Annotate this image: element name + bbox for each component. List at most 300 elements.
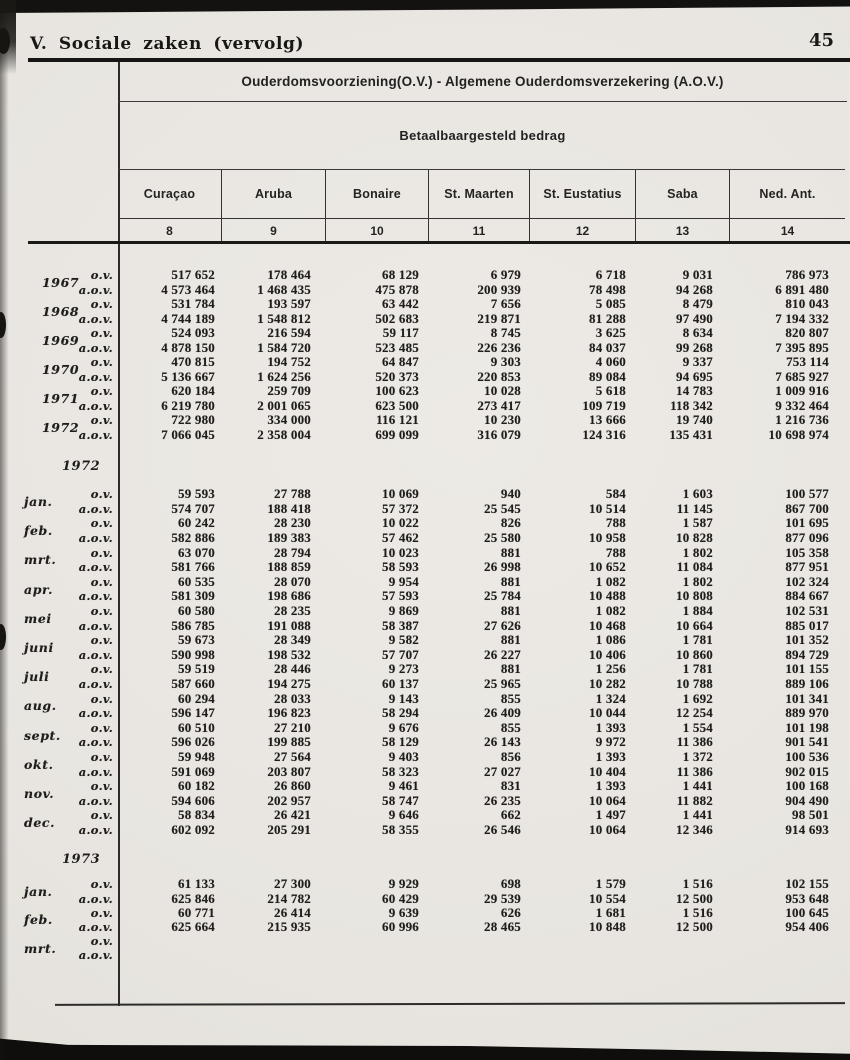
column-number: 8: [166, 224, 173, 238]
value-cell: 109 719: [582, 397, 626, 413]
value-cell: 10 652: [589, 559, 626, 575]
value-cell: 581 309: [171, 588, 215, 604]
value-cell: 102 155: [785, 876, 829, 892]
period-label: 1970: [42, 362, 80, 377]
value-cell: 1 516: [682, 904, 713, 920]
column-number: 14: [780, 224, 795, 238]
value-cell: 273 417: [477, 397, 521, 413]
row-type-label: o.v.: [90, 326, 113, 341]
value-cell: 10 808: [676, 588, 713, 604]
period-label: dec.: [24, 815, 56, 831]
value-cell: 60 294: [178, 690, 215, 706]
value-cell: 124 316: [582, 426, 626, 442]
column-label: St. Eustatius: [530, 170, 635, 219]
column-label: Saba: [636, 170, 729, 219]
value-cell: 596 147: [171, 705, 215, 721]
value-cell: 26 409: [484, 705, 521, 721]
column-label: Ned. Ant.: [730, 170, 845, 219]
value-cell: 215 935: [267, 918, 311, 934]
period-group: [22, 297, 845, 326]
value-cell: 60 535: [178, 573, 215, 589]
value-cell: 820 807: [785, 325, 829, 341]
value-cell: 100 536: [785, 748, 829, 764]
row-type-label: o.v.: [90, 662, 113, 677]
value-cell: 6 979: [490, 267, 521, 283]
value-cell: 4 573 464: [161, 281, 215, 297]
value-cell: 27 027: [484, 763, 521, 779]
value-cell: 1 681: [595, 904, 626, 920]
value-cell: 100 623: [375, 383, 419, 399]
value-cell: 786 973: [785, 267, 829, 283]
value-cell: 58 355: [382, 821, 419, 837]
value-cell: 99 268: [676, 339, 713, 355]
value-cell: 102 531: [785, 603, 829, 619]
row-type-label: a.o.v.: [78, 706, 113, 721]
value-cell: 1 884: [682, 603, 713, 619]
value-cell: 28 794: [274, 544, 311, 560]
period-label: juli: [24, 669, 50, 685]
column-number: 10: [370, 224, 384, 238]
period-group: [22, 575, 845, 604]
column-header: [118, 170, 222, 244]
value-cell: 889 106: [785, 676, 829, 692]
period-label: okt.: [24, 756, 54, 772]
period-group: [22, 326, 845, 355]
row-type-label: o.v.: [90, 545, 113, 560]
value-cell: 28 033: [274, 690, 311, 706]
value-cell: 889 970: [785, 705, 829, 721]
row-type-label: o.v.: [90, 808, 113, 823]
row-type-label: o.v.: [90, 877, 113, 892]
value-cell: 6 891 480: [775, 281, 829, 297]
column-label: Curaçao: [118, 170, 221, 219]
value-cell: 10 488: [589, 588, 626, 604]
value-cell: 954 406: [785, 918, 829, 934]
value-cell: 58 129: [382, 734, 419, 750]
value-cell: 581 766: [171, 559, 215, 575]
value-cell: 60 429: [382, 890, 419, 906]
value-cell: 101 155: [785, 661, 829, 677]
value-cell: 316 079: [477, 426, 521, 442]
value-cell: [118, 934, 222, 948]
value-cell: 1 216 736: [775, 412, 829, 428]
value-cell: 826: [500, 515, 521, 531]
value-cell: 198 532: [267, 646, 311, 662]
row-type-label: o.v.: [90, 633, 113, 648]
value-cell: 27 564: [274, 748, 311, 764]
value-cell: 94 695: [676, 368, 713, 384]
value-cell: 25 965: [484, 676, 521, 692]
value-cell: 11 386: [676, 763, 713, 779]
value-cell: 26 860: [274, 778, 311, 794]
value-cell: 202 957: [267, 792, 311, 808]
period-label: apr.: [24, 581, 54, 597]
value-cell: 1 554: [682, 719, 713, 735]
period-label: mei: [24, 610, 52, 626]
value-cell: 3 625: [595, 325, 626, 341]
value-cell: 902 015: [785, 763, 829, 779]
value-cell: 594 606: [171, 792, 215, 808]
value-cell: [222, 934, 326, 948]
value-cell: 698: [500, 876, 521, 892]
value-cell: 26 143: [484, 734, 521, 750]
row-type-label: o.v.: [90, 516, 113, 531]
value-cell: 9 676: [388, 719, 419, 735]
value-cell: 884 667: [785, 588, 829, 604]
value-cell: 9 929: [388, 876, 419, 892]
value-cell: 9 332 464: [775, 397, 829, 413]
column-number: 11: [472, 224, 486, 238]
value-cell: 60 580: [178, 603, 215, 619]
table-body: [22, 252, 845, 962]
value-cell: 904 490: [785, 792, 829, 808]
period-group: [22, 779, 845, 808]
period-group: [22, 750, 845, 779]
row-type-label: a.o.v.: [78, 735, 113, 750]
row-type-label: a.o.v.: [78, 282, 113, 297]
row-type-label: o.v.: [90, 355, 113, 370]
value-cell: 620 184: [171, 383, 215, 399]
column-header: [636, 170, 730, 244]
value-cell: [636, 948, 730, 962]
value-cell: 517 652: [171, 267, 215, 283]
value-cell: 102 324: [785, 573, 829, 589]
year-heading: 1973: [62, 852, 101, 868]
value-cell: 881: [500, 661, 521, 677]
value-cell: 259 709: [267, 383, 311, 399]
value-cell: 602 092: [171, 821, 215, 837]
value-cell: 26 414: [274, 904, 311, 920]
value-cell: 10 044: [589, 705, 626, 721]
value-cell: 877 951: [785, 559, 829, 575]
value-cell: 7 685 927: [775, 368, 829, 384]
value-cell: 64 847: [382, 354, 419, 370]
value-cell: 10 698 974: [768, 426, 829, 442]
value-cell: 9 143: [388, 690, 419, 706]
value-cell: 188 418: [267, 500, 311, 516]
column-header: [530, 170, 636, 244]
value-cell: 1 009 916: [775, 383, 829, 399]
value-cell: [429, 948, 530, 962]
value-cell: 9 273: [388, 661, 419, 677]
value-cell: 116 121: [376, 412, 419, 428]
value-cell: 10 069: [382, 486, 419, 502]
value-cell: 470 815: [171, 354, 215, 370]
value-cell: 1 082: [595, 603, 626, 619]
value-cell: 582 886: [171, 530, 215, 546]
column-header: [730, 170, 845, 244]
value-cell: 226 236: [477, 339, 521, 355]
value-cell: 9 582: [388, 632, 419, 648]
value-cell: 10 848: [589, 918, 626, 934]
value-cell: 1 548 812: [257, 310, 311, 326]
value-cell: 101 352: [785, 632, 829, 648]
value-cell: 61 133: [178, 876, 215, 892]
value-cell: 1 468 435: [257, 281, 311, 297]
value-cell: 78 498: [589, 281, 626, 297]
row-type-label: o.v.: [90, 691, 113, 706]
value-cell: 10 860: [676, 646, 713, 662]
value-cell: 574 707: [171, 500, 215, 516]
value-cell: 881: [500, 632, 521, 648]
value-cell: 940: [500, 486, 521, 502]
row-type-label: a.o.v.: [78, 369, 113, 384]
row-type-label: a.o.v.: [78, 948, 113, 963]
value-cell: 855: [500, 690, 521, 706]
value-cell: 203 807: [267, 763, 311, 779]
value-cell: 58 294: [382, 705, 419, 721]
value-cell: 881: [500, 603, 521, 619]
value-cell: 98 501: [792, 807, 829, 823]
value-cell: 193 597: [267, 296, 311, 312]
value-cell: 60 137: [382, 676, 419, 692]
value-cell: 58 593: [382, 559, 419, 575]
value-cell: 59 673: [178, 632, 215, 648]
value-cell: 59 948: [178, 748, 215, 764]
period-label: jan.: [24, 494, 53, 510]
period-label: sept.: [24, 727, 61, 743]
value-cell: 27 210: [274, 719, 311, 735]
column-label: St. Maarten: [429, 170, 529, 219]
period-group: [22, 487, 845, 516]
period-label: 1969: [42, 333, 80, 348]
period-group: [22, 516, 845, 545]
table-section: [22, 877, 845, 962]
value-cell: 596 026: [171, 734, 215, 750]
value-cell: 584: [605, 486, 626, 502]
period-group: [22, 413, 845, 442]
row-type-label: a.o.v.: [78, 919, 113, 934]
value-cell: 25 784: [484, 588, 521, 604]
value-cell: 7 656: [490, 296, 521, 312]
value-cell: 5 618: [595, 383, 626, 399]
value-cell: 216 594: [267, 325, 311, 341]
value-cell: 788: [605, 515, 626, 531]
page-number: 45: [808, 30, 834, 51]
value-cell: 4 878 150: [161, 339, 215, 355]
value-cell: 591 069: [171, 763, 215, 779]
value-cell: 178 464: [267, 267, 311, 283]
value-cell: 58 834: [178, 807, 215, 823]
value-cell: 625 664: [171, 918, 215, 934]
value-cell: 101 341: [785, 690, 829, 706]
row-type-label: a.o.v.: [78, 764, 113, 779]
value-cell: 1 082: [595, 573, 626, 589]
table-title: Ouderdomsvoorziening(O.V.) - Algemene Ouderdomsverzekering (A.O.V.): [241, 74, 724, 89]
value-cell: 10 514: [589, 500, 626, 516]
value-cell: 28 235: [274, 603, 311, 619]
value-cell: 189 383: [267, 530, 311, 546]
header-bottom-rule: [28, 241, 850, 244]
period-label: feb.: [24, 912, 53, 928]
period-group: [22, 545, 845, 574]
value-cell: 8 479: [682, 296, 713, 312]
value-cell: 60 182: [178, 778, 215, 794]
row-type-label: o.v.: [90, 779, 113, 794]
period-group: [22, 268, 845, 297]
value-cell: 196 823: [267, 705, 311, 721]
value-cell: [222, 948, 326, 962]
value-cell: 2 358 004: [257, 426, 311, 442]
value-cell: 10 828: [676, 530, 713, 546]
value-cell: [636, 934, 730, 948]
value-cell: 12 254: [676, 705, 713, 721]
value-cell: 1 497: [595, 807, 626, 823]
value-cell: 89 084: [589, 368, 626, 384]
value-cell: 219 871: [477, 310, 521, 326]
value-cell: 194 275: [267, 676, 311, 692]
value-cell: 118 342: [670, 397, 713, 413]
row-type-label: a.o.v.: [78, 589, 113, 604]
value-cell: 58 747: [382, 792, 419, 808]
period-label: juni: [24, 640, 54, 656]
value-cell: 1 579: [595, 876, 626, 892]
column-number: 9: [270, 224, 277, 238]
value-cell: 722 980: [171, 412, 215, 428]
column-header: [326, 170, 429, 244]
section-title: V. Sociale zaken (vervolg): [30, 34, 305, 54]
value-cell: 9 461: [388, 778, 419, 794]
value-cell: 63 070: [178, 544, 215, 560]
period-label: mrt.: [24, 940, 57, 956]
value-cell: 586 785: [171, 617, 215, 633]
row-type-label: a.o.v.: [78, 891, 113, 906]
period-group: [22, 906, 845, 934]
value-cell: 9 337: [682, 354, 713, 370]
value-cell: 7 395 895: [775, 339, 829, 355]
value-cell: 105 358: [785, 544, 829, 560]
row-type-label: a.o.v.: [78, 340, 113, 355]
value-cell: 11 145: [676, 500, 713, 516]
value-cell: 4 744 189: [161, 310, 215, 326]
value-cell: 59 593: [178, 486, 215, 502]
value-cell: [530, 948, 636, 962]
row-type-label: o.v.: [90, 749, 113, 764]
period-group: [22, 604, 845, 633]
value-cell: 753 114: [786, 354, 829, 370]
value-cell: 1 441: [682, 807, 713, 823]
table-section: [22, 268, 845, 442]
value-cell: 6 219 780: [161, 397, 215, 413]
value-cell: [730, 934, 845, 948]
row-type-label: o.v.: [90, 297, 113, 312]
table-subtitle: Betaalbaargesteld bedrag: [399, 128, 566, 143]
value-cell: 191 088: [267, 617, 311, 633]
period-label: 1967: [42, 275, 80, 290]
value-cell: 1 781: [682, 632, 713, 648]
column-header: [222, 170, 326, 244]
value-cell: 199 885: [267, 734, 311, 750]
value-cell: 94 268: [676, 281, 713, 297]
value-cell: 894 729: [785, 646, 829, 662]
value-cell: [326, 934, 429, 948]
bottom-rule: [55, 1002, 845, 1006]
value-cell: 662: [500, 807, 521, 823]
value-cell: 9 972: [595, 734, 626, 750]
period-label: feb.: [24, 523, 53, 539]
value-cell: 531 784: [171, 296, 215, 312]
value-cell: 27 788: [274, 486, 311, 502]
value-cell: 60 996: [382, 918, 419, 934]
period-label: 1968: [42, 304, 80, 319]
value-cell: 60 242: [178, 515, 215, 531]
column-header: [429, 170, 530, 244]
period-label: 1972: [42, 420, 80, 435]
value-cell: 13 666: [589, 412, 626, 428]
column-label: Aruba: [222, 170, 325, 219]
value-cell: 101 695: [785, 515, 829, 531]
value-cell: 877 096: [785, 530, 829, 546]
value-cell: 1 692: [682, 690, 713, 706]
value-cell: 831: [500, 778, 521, 794]
value-cell: 1 802: [682, 544, 713, 560]
value-cell: 855: [500, 719, 521, 735]
value-cell: 10 022: [382, 515, 419, 531]
period-group: [22, 662, 845, 691]
row-type-label: a.o.v.: [78, 618, 113, 633]
row-type-label: a.o.v.: [78, 311, 113, 326]
row-type-label: a.o.v.: [78, 427, 113, 442]
value-cell: 26 998: [484, 559, 521, 575]
value-cell: 59 117: [382, 325, 419, 341]
value-cell: 100 645: [785, 904, 829, 920]
value-cell: 11 882: [676, 792, 713, 808]
value-cell: 58 323: [382, 763, 419, 779]
value-cell: 57 707: [382, 646, 419, 662]
value-cell: 63 442: [382, 296, 419, 312]
value-cell: [530, 934, 636, 948]
column-number: 12: [575, 224, 590, 238]
value-cell: 788: [605, 544, 626, 560]
value-cell: 5 136 667: [161, 368, 215, 384]
period-group: [22, 877, 845, 905]
value-cell: 7 066 045: [161, 426, 215, 442]
value-cell: 194 752: [267, 354, 311, 370]
value-cell: 9 639: [388, 904, 419, 920]
value-cell: 11 084: [676, 559, 713, 575]
value-cell: 9 646: [388, 807, 419, 823]
row-type-label: o.v.: [90, 268, 113, 283]
value-cell: 25 580: [484, 530, 521, 546]
value-cell: 1 393: [595, 719, 626, 735]
value-cell: 10 028: [484, 383, 521, 399]
value-cell: 12 500: [676, 918, 713, 934]
value-cell: 26 227: [484, 646, 521, 662]
value-cell: 60 510: [178, 719, 215, 735]
value-cell: 10 023: [382, 544, 419, 560]
value-cell: 68 129: [382, 267, 419, 283]
value-cell: 914 693: [785, 821, 829, 837]
row-type-label: a.o.v.: [78, 647, 113, 662]
value-cell: 334 000: [267, 412, 311, 428]
value-cell: 9 403: [388, 748, 419, 764]
value-cell: 520 373: [375, 368, 419, 384]
value-cell: 867 700: [785, 500, 829, 516]
value-cell: 1 584 720: [257, 339, 311, 355]
value-cell: 220 853: [477, 368, 521, 384]
value-cell: 10 958: [589, 530, 626, 546]
value-cell: 29 539: [484, 890, 521, 906]
value-cell: 7 194 332: [775, 310, 829, 326]
value-cell: 810 043: [785, 296, 829, 312]
value-cell: 1 587: [682, 515, 713, 531]
value-cell: 10 664: [676, 617, 713, 633]
period-label: mrt.: [24, 552, 57, 568]
row-type-label: a.o.v.: [78, 822, 113, 837]
value-cell: 27 626: [484, 617, 521, 633]
value-cell: 10 468: [589, 617, 626, 633]
value-cell: 135 431: [669, 426, 713, 442]
